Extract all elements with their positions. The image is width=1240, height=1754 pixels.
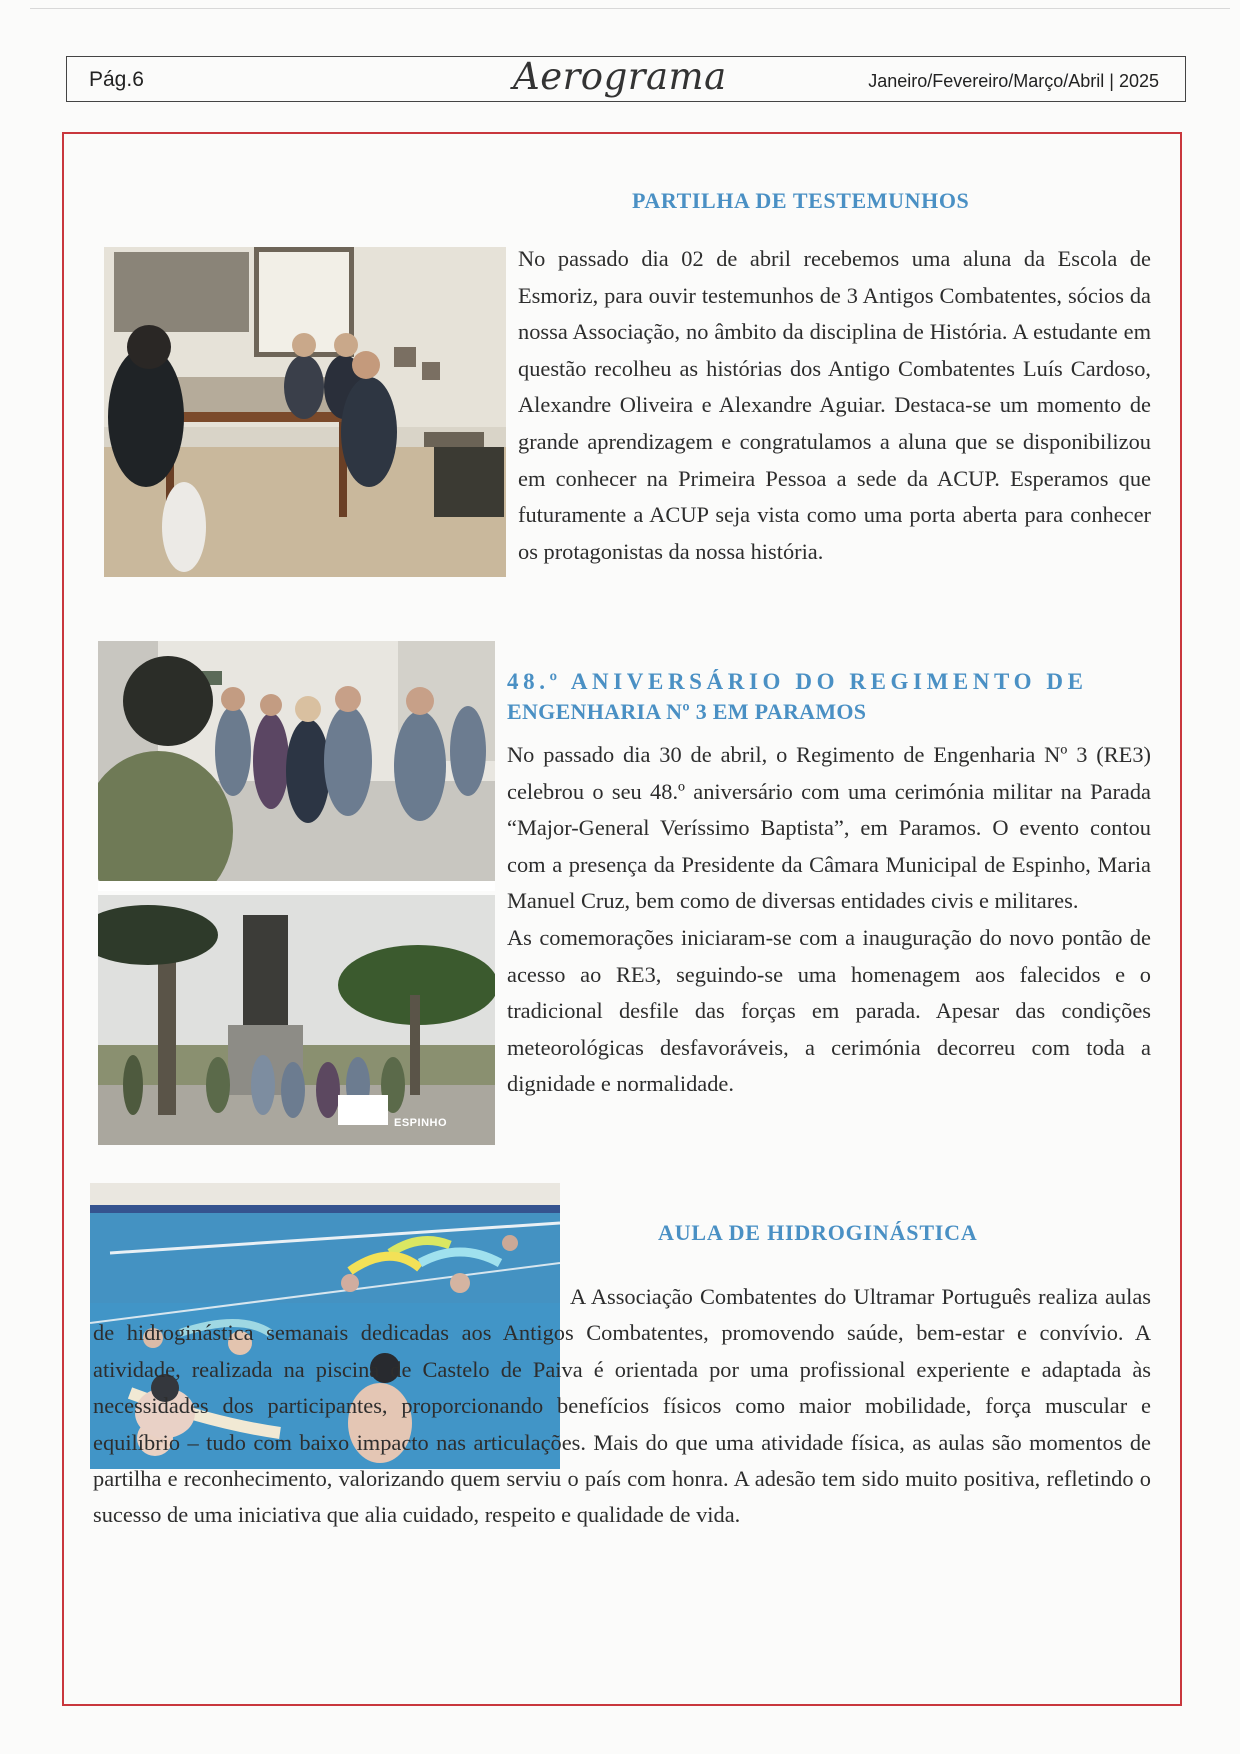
article-2-title [507, 664, 1147, 730]
article-3-title: AULA DE HIDROGINÁSTICA [658, 1220, 978, 1245]
photo-regiment-monument [98, 895, 495, 1145]
article-2-paragraph-2: As comemorações iniciaram-se com a inauguração do novo pontão de acesso ao RE3, seguindo-se uma homenagem aos falecidos e o tradicional desfile das forças em parada. Apesar das condições meteorológicas desfavoráveis, a cerimónia decorreu com toda a dignidade e normalidade. [507, 924, 1151, 1097]
article-2-body [507, 737, 1151, 1103]
article-3-paragraph: A Associação Combatentes do Ultramar Português realiza aulas de hidroginástica semanais dedicadas aos Antigos Combatentes, promovendo saúde, bem-estar e convívio. A atividade, realizada na piscina de Castelo de Paiva é orientada por uma profissional experiente e adaptada às necessidades dos participantes, proporcionando benefícios físicos como maior mobilidade, força muscular e equilíbrio – tudo com baixo impacto nas articulações. Mais do que uma atividade física, as aulas são momentos de partilha e reconhecimento, valorizando quem serviu o país com honra. A adesão tem sido muito positiva, refletindo o sucesso de uma iniciativa que alia cuidado, respeito e qualidade de vida. [93, 1284, 1151, 1528]
article-1-body [518, 241, 1151, 570]
article-2-title-line-2: ENGENHARIA Nº 3 EM PARAMOS [507, 699, 867, 724]
article-3-body [93, 1279, 1151, 1534]
page-number: Pág.6 [89, 68, 144, 91]
article-2-title-line-1: 48.º ANIVERSÁRIO DO REGIMENTO DE [507, 669, 1088, 694]
article-1-paragraph: No passado dia 02 de abril recebemos uma aluna da Escola de Esmoriz, para ouvir testemunhos de 3 Antigos Combatentes, sócios da nossa Associação, no âmbito da disciplina de História. A estudante em questão recolheu as histórias dos Antigo Combatentes Luís Cardoso, Alexandre Oliveira e Alexandre Aguiar. Destaca-se um momento de grande aprendizagem e congratulamos a aluna que se disponibilizou em conhecer na Primeira Pessoa a sede da ACUP. Esperamos que futuramente a ACUP seja vista como uma porta aberta para conhecer os protagonistas da nossa história. [518, 246, 1151, 564]
scan-edge-line [30, 8, 1230, 9]
newsletter-title: Aerograma [513, 55, 727, 98]
page-header [66, 56, 1186, 102]
article-2-paragraph-1: No passado dia 30 de abril, o Regimento de Engenharia Nº 3 (RE3) celebrou o seu 48.º aniversário com uma cerimónia militar na Parada “Major-General Veríssimo Baptista”, em Paramos. O evento contou com a presença da Presidente da Câmara Municipal de Espinho, Maria Manuel Cruz, bem como de diversas entidades civis e militares. [507, 742, 1151, 914]
photo-regiment-officers [98, 641, 495, 891]
photo-watermark: ESPINHO [394, 1117, 448, 1129]
photo-testimonials-meeting [104, 247, 506, 577]
issue-date: Janeiro/Fevereiro/Março/Abril | 2025 [868, 71, 1159, 91]
article-1-title: PARTILHA DE TESTEMUNHOS [632, 188, 970, 213]
